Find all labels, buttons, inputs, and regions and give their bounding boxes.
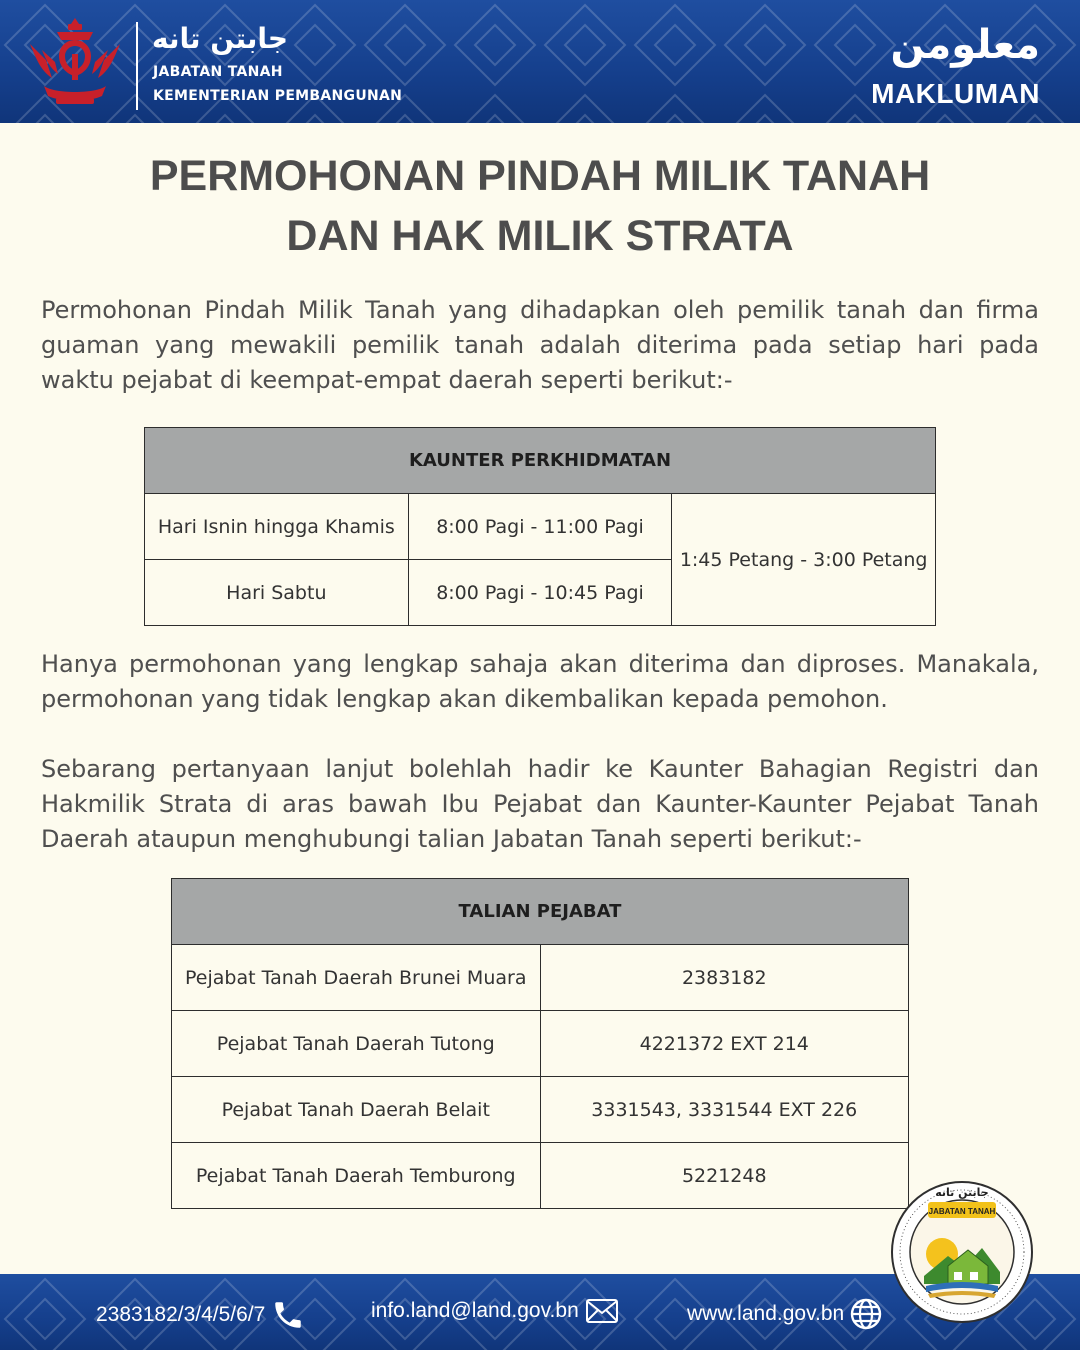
service-day-cell: Hari Sabtu — [145, 560, 409, 626]
footer-website-text: www.land.gov.bn — [687, 1302, 845, 1325]
office-name-cell: Pejabat Tanah Daerah Brunei Muara — [172, 945, 541, 1011]
footer-email[interactable] — [371, 1298, 619, 1324]
service-day-cell: Hari Isnin hingga Khamis — [145, 494, 409, 560]
org-name-jawi: جابتن تانه — [152, 22, 289, 55]
service-counter-table — [144, 427, 936, 626]
globe-icon — [850, 1298, 882, 1330]
office-number-cell: 3331543, 3331544 EXT 226 — [540, 1077, 909, 1143]
office-name-cell: Pejabat Tanah Daerah Belait — [172, 1077, 541, 1143]
brunei-crest-icon — [22, 14, 128, 110]
table-row — [172, 1011, 909, 1077]
table-row — [172, 1077, 909, 1143]
footer-phone[interactable] — [96, 1298, 305, 1332]
intro-paragraph: Permohonan Pindah Milik Tanah yang dihadapkan oleh pemilik tanah dan firma guaman yang mewakili pemilik tanah adalah diterima pada setiap hari pada waktu pejabat di keempat-empat daerah seperti berikut:- — [41, 296, 1039, 394]
office-number-cell: 2383182 — [540, 945, 909, 1011]
page-title — [0, 146, 1080, 266]
header-divider — [136, 22, 138, 110]
title-line-2: DAN HAK MILIK STRATA — [286, 212, 794, 260]
badge-jawi: جابتن تانه — [935, 1186, 989, 1199]
envelope-icon — [585, 1298, 619, 1324]
table-row — [172, 945, 909, 1011]
notice-label-jawi: معلومن — [890, 22, 1040, 68]
footer-website[interactable] — [687, 1298, 882, 1330]
office-number-cell: 5221248 — [540, 1143, 909, 1209]
ministry-name: KEMENTERIAN PEMBANGUNAN — [153, 88, 403, 104]
office-phone-table — [171, 878, 909, 1209]
footer-phone-text: 2383182/3/4/5/6/7 — [96, 1303, 266, 1326]
office-name-cell: Pejabat Tanah Daerah Temburong — [172, 1143, 541, 1209]
jabatan-tanah-badge-logo — [890, 1180, 1034, 1324]
service-morning-cell: 8:00 Pagi - 10:45 Pagi — [408, 560, 672, 626]
office-number-cell: 4221372 EXT 214 — [540, 1011, 909, 1077]
header-bar — [0, 0, 1080, 123]
service-morning-cell: 8:00 Pagi - 11:00 Pagi — [408, 494, 672, 560]
table-row — [145, 494, 936, 560]
service-afternoon-cell: 1:45 Petang - 3:00 Petang — [672, 494, 936, 626]
complete-application-paragraph: Hanya permohonan yang lengkap sahaja akan diterima dan diproses. Manakala, permohonan yang tidak lengkap akan dikembalikan kepada pemohon. — [41, 650, 1039, 713]
footer-email-text: info.land@land.gov.bn — [371, 1299, 579, 1322]
badge-label: JABATAN TANAH — [928, 1207, 996, 1216]
notice-label: MAKLUMAN — [871, 78, 1040, 109]
office-name-cell: Pejabat Tanah Daerah Tutong — [172, 1011, 541, 1077]
enquiries-paragraph: Sebarang pertanyaan lanjut bolehlah hadir ke Kaunter Bahagian Registri dan Hakmilik Strata di aras bawah Ibu Pejabat dan Kaunter-Kaunter Pejabat Tanah Daerah ataupun menghubungi talian Jabatan Tanah seperti berikut:- — [41, 755, 1039, 853]
table-row — [172, 1143, 909, 1209]
title-line-1: PERMOHONAN PINDAH MILIK TANAH — [149, 152, 931, 200]
service-table-header: KAUNTER PERKHIDMATAN — [145, 428, 936, 494]
phone-icon — [271, 1298, 305, 1332]
phone-table-header: TALIAN PEJABAT — [172, 879, 909, 945]
org-name: JABATAN TANAH — [153, 64, 283, 80]
